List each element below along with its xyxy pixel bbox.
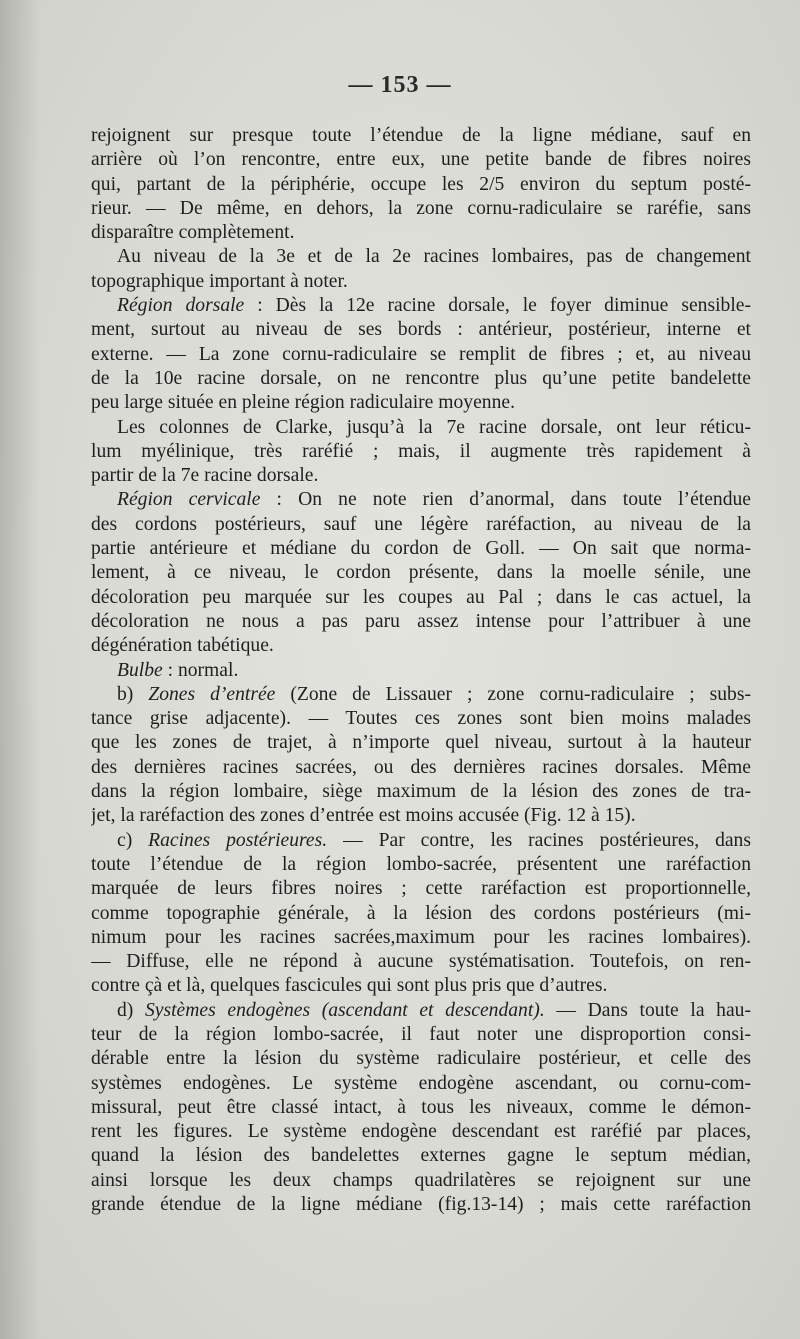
text-line: [91, 124, 751, 148]
line-text: : normal.: [162, 659, 239, 681]
text-line: [91, 294, 751, 318]
line-text: ment, surtout au niveau de ses bords : antérieur, postérieur, interne et: [91, 319, 751, 341]
line-text: systèmes endogènes. Le système endogène ascendant, ou cornu-com-: [91, 1072, 751, 1094]
page-number: — 153 —: [348, 72, 452, 98]
italic-heading: Région cervicale: [117, 489, 261, 511]
line-text: Au niveau de la 3e et de la 2e racines lombaires, pas de changement: [117, 246, 751, 268]
line-text: arrière où l’on rencontre, entre eux, une petite bande de fibres noires: [91, 149, 751, 171]
section-marker: d): [117, 999, 145, 1021]
text-line: [91, 197, 751, 221]
line-text: teur de la région lombo-sacrée, il faut noter une disproportion consi-: [91, 1023, 751, 1045]
text-line: [91, 877, 751, 901]
line-text: : On ne note rien d’anormal, dans toute l’étendue: [260, 489, 751, 511]
text-line: [91, 829, 751, 853]
text-line: [91, 440, 751, 464]
text-line: [91, 1096, 751, 1120]
text-line: [91, 173, 751, 197]
line-text: missural, peut être classé intact, à tous les niveaux, comme le démon-: [91, 1096, 751, 1118]
text-line: [91, 780, 751, 804]
line-text: peu large située en pleine région radiculaire moyenne.: [91, 392, 515, 414]
line-text: disparaître complètement.: [91, 222, 295, 244]
line-text: rieur. — De même, en dehors, la zone cornu-radiculaire se raréfie, sans: [91, 197, 751, 219]
text-line: [91, 1120, 751, 1144]
text-line: [91, 731, 751, 755]
line-text: — Par contre, les racines postérieures, dans: [327, 829, 751, 851]
line-text: nimum pour les racines sacrées,maximum pour les racines lombaires).: [91, 926, 751, 948]
line-text: quand la lésion des bandelettes externes gagne le septum médian,: [91, 1145, 751, 1167]
text-line: [91, 488, 751, 512]
text-line: [91, 683, 751, 707]
text-line: [91, 586, 751, 610]
line-text: dérable entre la lésion du système radiculaire postérieur, et celle des: [91, 1048, 751, 1070]
text-line: [91, 1047, 751, 1071]
body-text: [91, 124, 751, 1217]
line-text: toute l’étendue de la région lombo-sacrée, présentent une raréfaction: [91, 853, 751, 875]
text-line: [91, 148, 751, 172]
line-text: jet, la raréfaction des zones d’entrée est moins accusée (Fig. 12 à 15).: [91, 805, 636, 827]
line-text: topographique important à noter.: [91, 270, 348, 292]
line-text: partir de la 7e racine dorsale.: [91, 465, 319, 487]
text-line: [91, 853, 751, 877]
line-text: grande étendue de la ligne médiane (fig.13-14) ; mais cette raréfaction: [91, 1194, 751, 1216]
line-text: (Zone de Lissauer ; zone cornu-radiculaire ; subs-: [275, 683, 751, 705]
text-line: [91, 634, 751, 658]
text-line: [91, 343, 751, 367]
line-text: marquée de leurs fibres noires ; cette raréfaction est proportionnelle,: [91, 878, 751, 900]
text-line: [91, 537, 751, 561]
text-line: [91, 367, 751, 391]
line-text: — Diffuse, elle ne répond à aucune systématisation. Toutefois, on ren-: [91, 951, 751, 973]
line-text: dégénération tabétique.: [91, 635, 274, 657]
line-text: des cordons postérieurs, sauf une légère raréfaction, au niveau de la: [91, 513, 751, 535]
text-line: [91, 999, 751, 1023]
line-text: : Dès la 12e racine dorsale, le foyer diminue sensible-: [244, 295, 751, 317]
text-line: [91, 245, 751, 269]
text-line: [91, 416, 751, 440]
line-text: Les colonnes de Clarke, jusqu’à la 7e racine dorsale, ont leur réticu-: [117, 416, 751, 438]
section-marker: c): [117, 829, 149, 851]
line-text: qui, partant de la périphérie, occupe les 2/5 environ du septum posté-: [91, 173, 751, 195]
text-line: [91, 561, 751, 585]
text-line: [91, 391, 751, 415]
text-line: [91, 464, 751, 488]
line-text: rent les figures. Le système endogène descendant est raréfié par places,: [91, 1121, 751, 1143]
italic-heading: Racines postérieures.: [148, 829, 328, 851]
line-text: externe. — La zone cornu-radiculaire se remplit de fibres ; et, au niveau: [91, 343, 751, 365]
line-text: de la 10e racine dorsale, on ne rencontre plus qu’une petite bandelette: [91, 367, 751, 389]
line-text: décoloration ne nous a pas paru assez intense pour l’attribuer à une: [91, 610, 751, 632]
text-line: [91, 1023, 751, 1047]
text-line: [91, 804, 751, 828]
line-text: ainsi lorsque les deux champs quadrilatères se rejoignent sur une: [91, 1169, 751, 1191]
line-text: contre çà et là, quelques fascicules qui sont plus pris que d’autres.: [91, 975, 608, 997]
text-line: [91, 318, 751, 342]
text-line: [91, 707, 751, 731]
line-text: — Dans toute la hau-: [544, 999, 751, 1021]
line-text: partie antérieure et médiane du cordon de Goll. — On sait que norma-: [91, 538, 751, 560]
text-line: [91, 270, 751, 294]
text-line: [91, 1144, 751, 1168]
line-text: comme topographie générale, à la lésion des cordons postérieurs (mi-: [91, 902, 751, 924]
line-text: que les zones de trajet, à n’importe quel niveau, surtout à la hauteur: [91, 732, 751, 754]
italic-heading: Bulbe: [117, 659, 163, 681]
text-line: [91, 513, 751, 537]
text-line: [91, 974, 751, 998]
page-gutter-shadow: [0, 0, 40, 1339]
line-text: rejoignent sur presque toute l’étendue de la ligne médiane, sauf en: [91, 125, 751, 146]
line-text: tance grise adjacente). — Toutes ces zones sont bien moins malades: [91, 708, 751, 730]
line-text: décoloration peu marquée sur les coupes au Pal ; dans le cas actuel, la: [91, 586, 751, 608]
text-line: [91, 950, 751, 974]
line-text: lum myélinique, très raréfié ; mais, il augmente très rapidement à: [91, 440, 751, 462]
text-line: [91, 902, 751, 926]
italic-heading: Systèmes endogènes (ascendant et descendant).: [144, 999, 545, 1021]
line-text: dans la région lombaire, siège maximum de la lésion des zones de tra-: [91, 781, 751, 803]
italic-heading: Région dorsale: [117, 295, 245, 317]
line-text: des dernières racines sacrées, ou des dernières racines dorsales. Même: [91, 756, 751, 778]
line-text: lement, à ce niveau, le cordon présente, dans la moelle sénile, une: [91, 562, 751, 584]
text-line: [91, 659, 751, 683]
italic-heading: Zones d’entrée: [148, 683, 276, 705]
text-line: [91, 1193, 751, 1217]
text-line: [91, 926, 751, 950]
text-line: [91, 1169, 751, 1193]
text-line: [91, 756, 751, 780]
text-line: [91, 610, 751, 634]
text-line: [91, 221, 751, 245]
section-marker: b): [117, 683, 149, 705]
text-line: [91, 1072, 751, 1096]
